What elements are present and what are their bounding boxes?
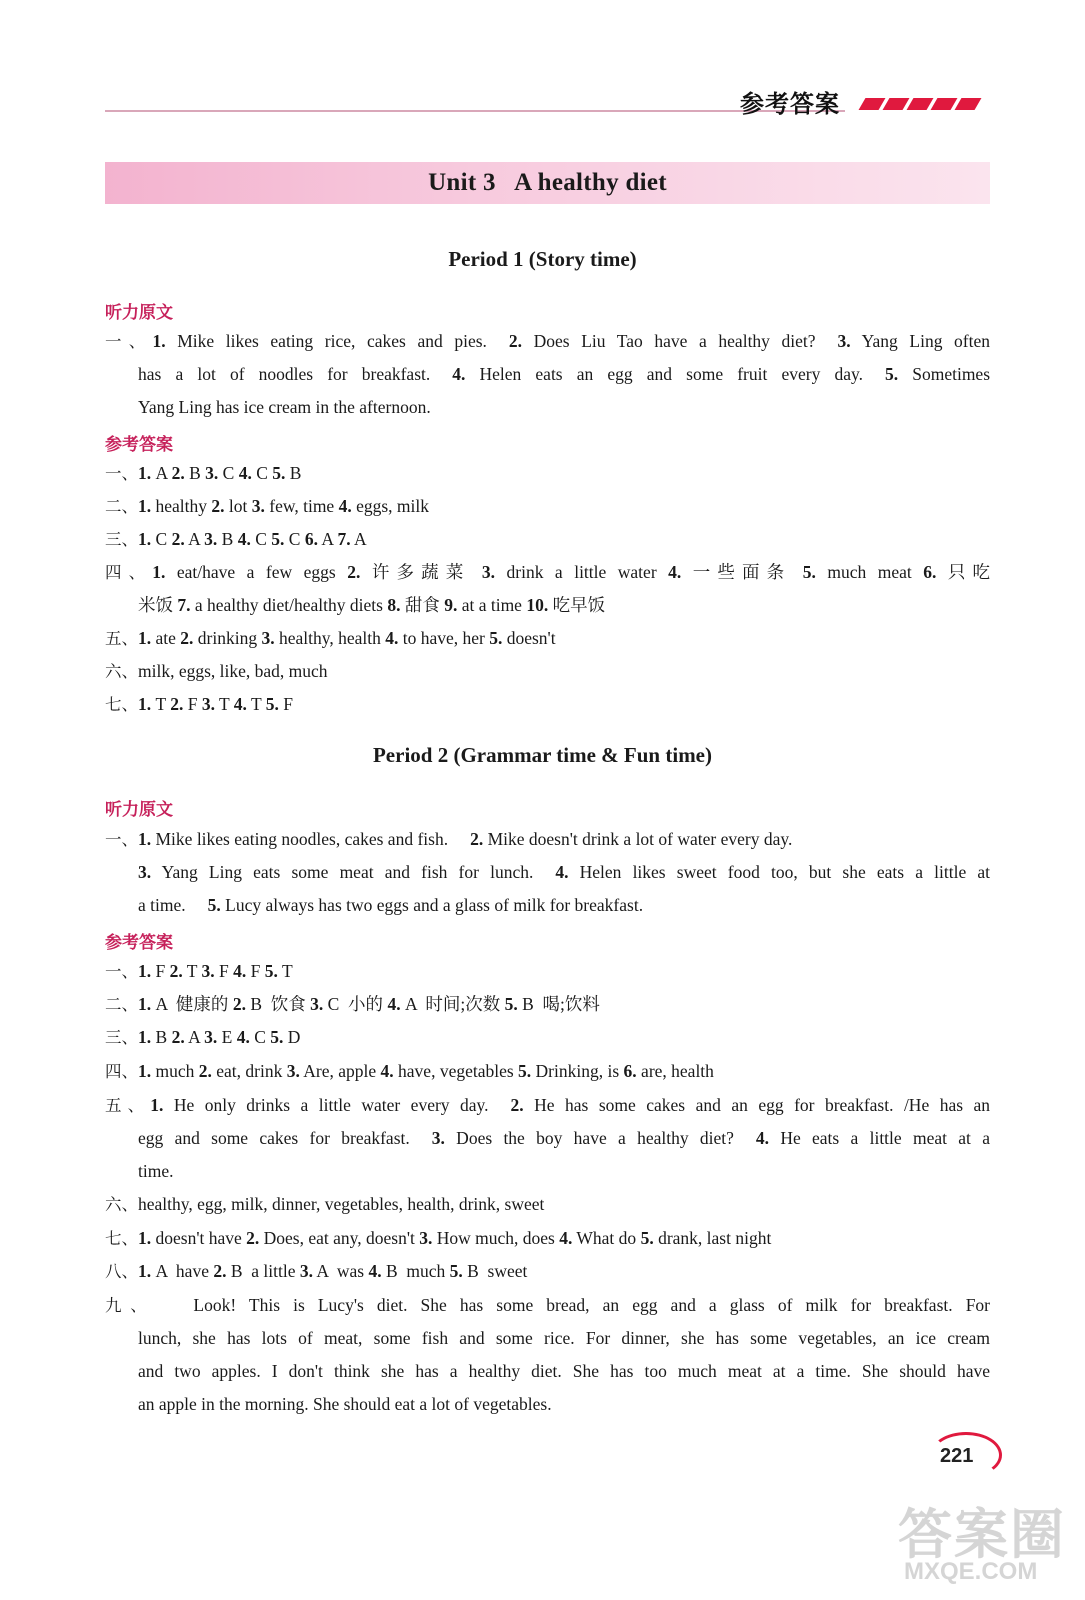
watermark-text: 答案圈 [898, 1503, 1066, 1566]
p1-answer-2: 二、1. healthy 2. lot 3. few, time 4. eggs, milk [105, 496, 429, 516]
page-number: 221 [940, 1445, 974, 1467]
p2-answer-5: 五、1. He only drinks a little water every day. 2. He has some cakes and an egg for breakfast. /He has an [105, 1095, 991, 1115]
p2-answer-8: 八、1. A have 2. B a little 3. A was 4. B much 5. B sweet [105, 1261, 528, 1281]
period-2-answers-label: 参考答案 [105, 933, 173, 953]
p2-listening-line-2: 3. Yang Ling eats some meat and fish for lunch. 4. Helen likes sweet food too, but she eats a little at [138, 862, 990, 882]
p1-answer-1: 一、1. A 2. B 3. C 4. C 5. B [105, 463, 302, 483]
p1-listening-line-3: Yang Ling has ice cream in the afternoon. [138, 397, 431, 417]
p2-answer-3: 三、1. B 2. A 3. E 4. C 5. D [105, 1027, 301, 1047]
period-1-title: Period 1 (Story time) [448, 247, 637, 271]
p2-answer-7: 七、1. doesn't have 2. Does, eat any, doesn't 3. How much, does 4. What do 5. drank, last night [105, 1228, 772, 1248]
header-stripes-decoration [862, 98, 978, 110]
p1-answer-6: 六、milk, eggs, like, bad, much [105, 661, 328, 681]
unit-banner [105, 162, 990, 204]
p2-listening-line-1: 一、1. Mike likes eating noodles, cakes and fish. 2. Mike doesn't drink a lot of water every day. [105, 829, 793, 849]
p1-answer-3: 三、1. C 2. A 3. B 4. C 5. C 6. A 7. A [105, 529, 367, 549]
p1-answer-7: 七、1. T 2. F 3. T 4. T 5. F [105, 694, 293, 714]
period-1-answers-label: 参考答案 [105, 435, 173, 455]
p2-answer-9-cont-1: lunch, she has lots of meat, some fish and some rice. For dinner, she has some vegetables, an ice cream [138, 1328, 990, 1348]
p2-answer-9: 九、 Look! This is Lucy's diet. She has some bread, an egg and a glass of milk for breakfast. For [105, 1295, 991, 1315]
p2-answer-5-cont: egg and some cakes for breakfast. 3. Does the boy have a healthy diet? 4. He eats a little meat at a [138, 1128, 990, 1148]
header-label: 参考答案 [740, 90, 840, 118]
p2-answer-2: 二、1. A 健康的 2. B 饮食 3. C 小的 4. A 时间;次数 5. B 喝;饮料 [105, 994, 600, 1014]
p2-answer-1: 一、1. F 2. T 3. F 4. F 5. T [105, 961, 293, 981]
p2-answer-6: 六、healthy, egg, milk, dinner, vegetables, health, drink, sweet [105, 1194, 545, 1214]
p2-answer-9-cont-2: and two apples. I don't think she has a healthy diet. She has too much meat at a time. She should have [138, 1361, 990, 1381]
p1-answer-4-cont: 米饭 7. a healthy diet/healthy diets 8. 甜食 9. at a time 10. 吃早饭 [138, 595, 606, 615]
p1-listening-line-1: 一、1. Mike likes eating rice, cakes and pies. 2. Does Liu Tao have a healthy diet? 3. Yang Ling often [105, 331, 991, 351]
p1-answer-4: 四、1. eat/have a few eggs 2. 许多蔬菜 3. drink a little water 4. 一些面条 5. much meat 6. 只吃 [105, 562, 991, 582]
watermark-url: MXQE.COM [904, 1558, 1038, 1585]
p2-listening-line-3: a time. 5. Lucy always has two eggs and a glass of milk for breakfast. [138, 895, 644, 915]
watermark-logo [898, 1492, 1074, 1596]
period-1-listening-label: 听力原文 [105, 303, 173, 323]
p1-answer-5: 五、1. ate 2. drinking 3. healthy, health 4. to have, her 5. doesn't [105, 628, 556, 648]
p2-answer-9-cont-3: an apple in the morning. She should eat a lot of vegetables. [138, 1394, 552, 1414]
p2-answer-5-cont-2: time. [138, 1161, 174, 1181]
p2-answer-4: 四、1. much 2. eat, drink 3. Are, apple 4. have, vegetables 5. Drinking, is 6. are, health [105, 1061, 714, 1081]
period-2-title: Period 2 (Grammar time & Fun time) [372, 743, 712, 767]
unit-title: Unit 3 A healthy diet [428, 169, 667, 196]
header-rule [105, 110, 845, 112]
period-2-listening-label: 听力原文 [105, 800, 173, 820]
p1-listening-line-2: has a lot of noodles for breakfast. 4. Helen eats an egg and some fruit every day. 5. Sometimes [138, 364, 991, 384]
